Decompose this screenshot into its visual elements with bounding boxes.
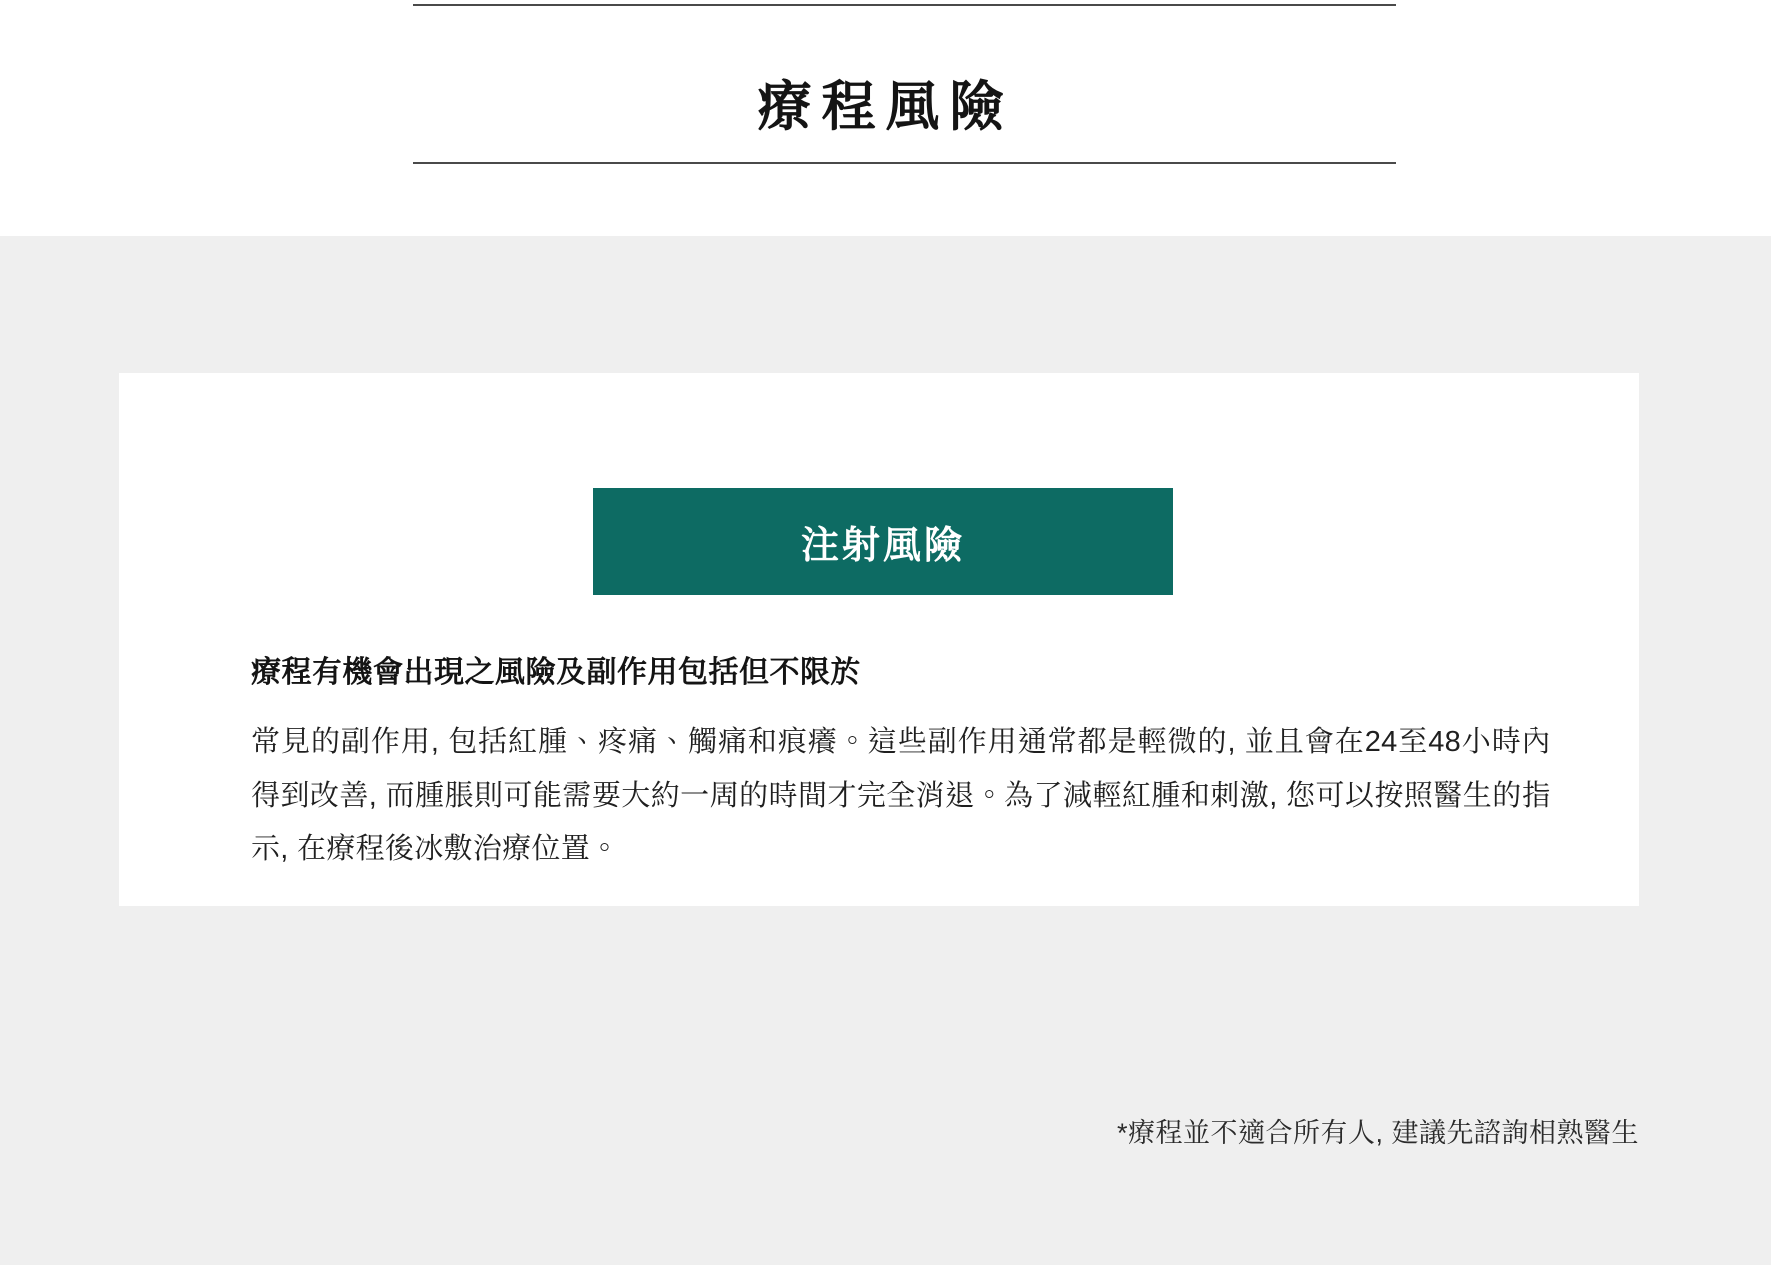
risk-card: [119, 373, 1639, 906]
footnote: *療程並不適合所有人, 建議先諮詢相熟醫生: [1116, 1118, 1639, 1148]
divider-bottom: [413, 162, 1396, 164]
page-header: [0, 0, 1771, 236]
risk-body-text: 常見的副作用, 包括紅腫、疼痛、觸痛和痕癢。這些副作用通常都是輕微的, 並且會在24至48小時內得到改善, 而腫脹則可能需要大約一周的時間才完全消退。為了減輕紅腫和刺激, 您可以按照醫生的指示, 在療程後冰敷治療位置。: [251, 726, 1551, 866]
risk-card-body: [251, 653, 1551, 877]
divider-top: [413, 4, 1396, 6]
injection-risk-badge: [593, 488, 1173, 595]
risk-body-heading: 療程有機會出現之風險及副作用包括但不限於: [251, 656, 861, 689]
page-title: 療程風險: [757, 77, 1014, 138]
injection-risk-badge-label: 注射風險: [800, 525, 965, 567]
